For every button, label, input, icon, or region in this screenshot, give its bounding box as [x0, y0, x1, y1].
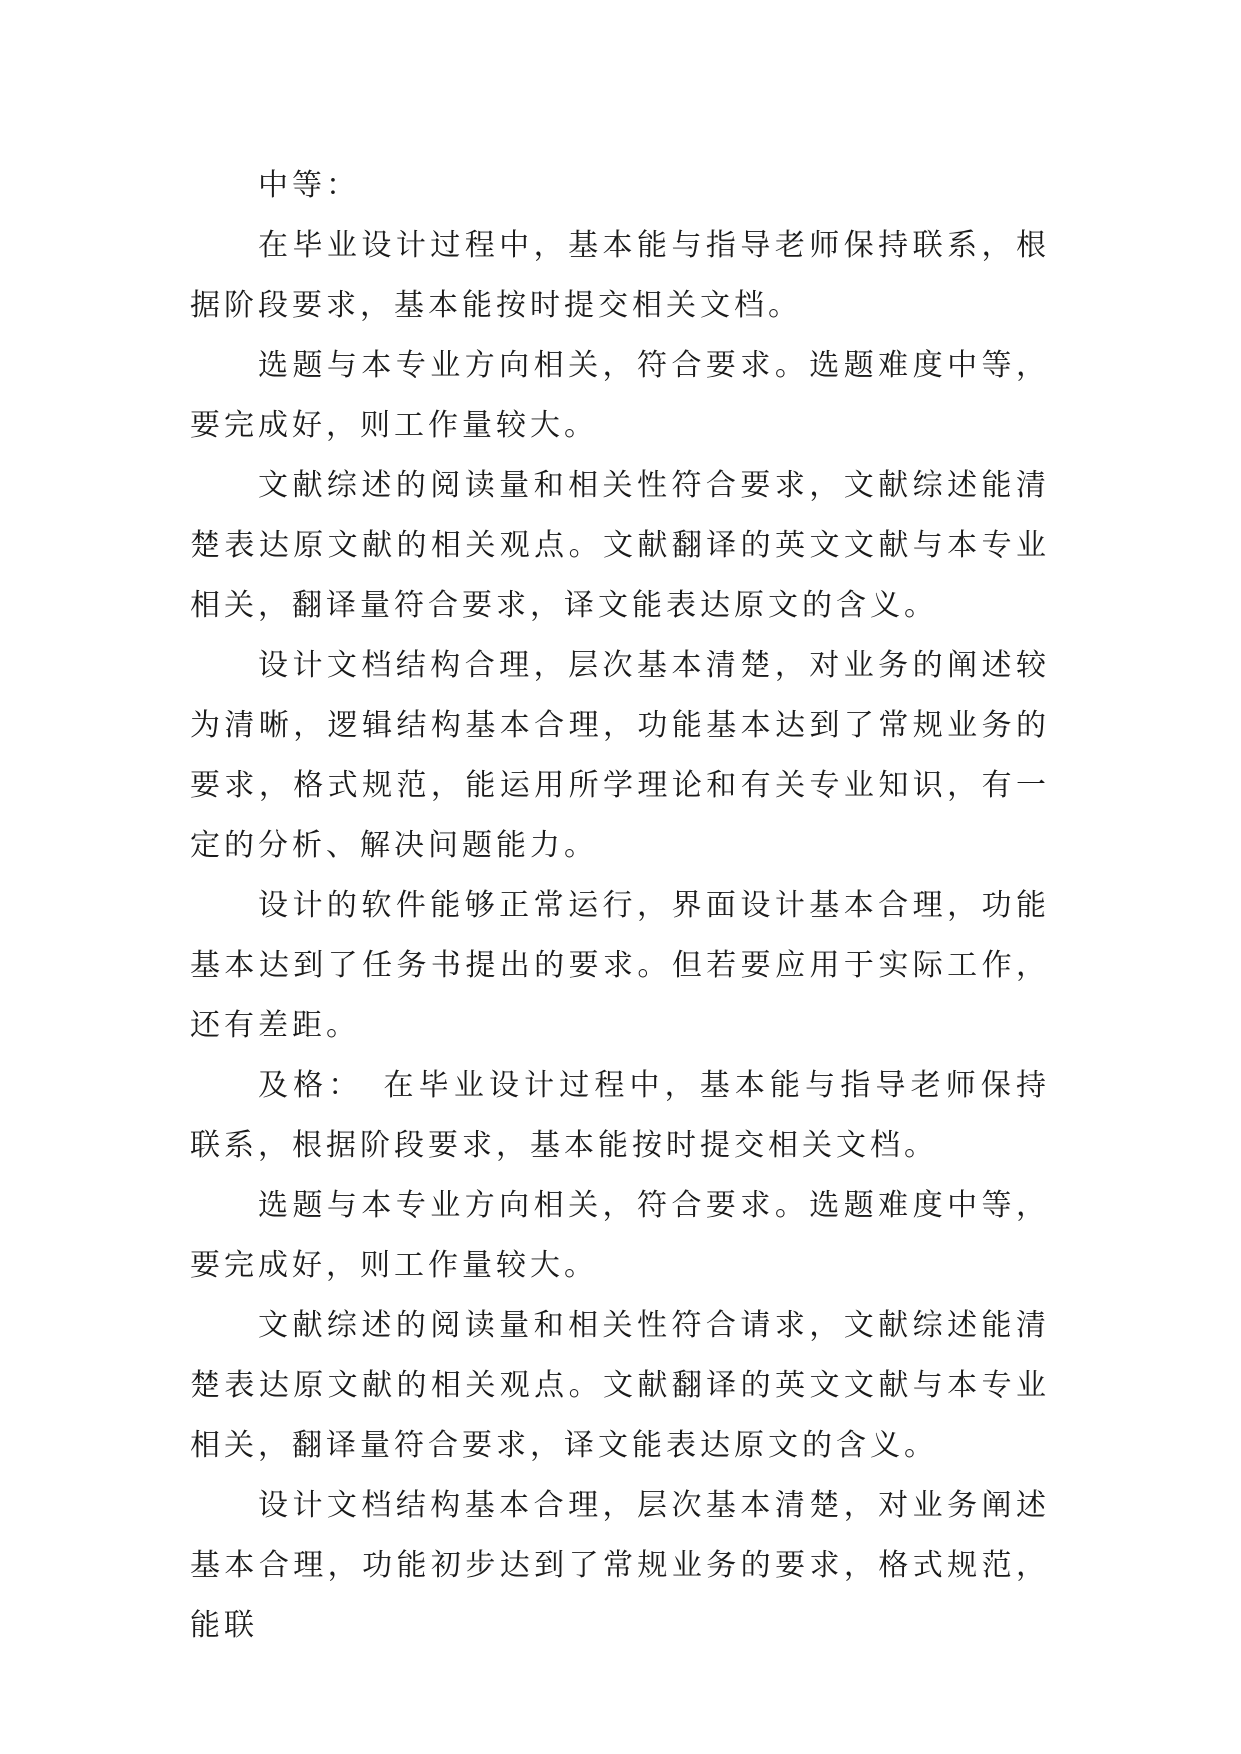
paragraph-grade-medium: 中等：: [258, 168, 360, 203]
paragraph: 文献综述的阅读量和相关性符合请求，文献综述能清楚表达原文献的相关观点。文献翻译的英文文献与本专业相关，翻译量符合要求，译文能表达原文的含义。: [190, 1308, 1050, 1463]
paragraph: 设计文档结构合理，层次基本清楚，对业务的阐述较为清晰，逻辑结构基本合理，功能基本达到了常规业务的要求，格式规范，能运用所学理论和有关专业知识，有一定的分析、解决问题能力。: [190, 648, 1050, 863]
paragraph: 在毕业设计过程中，基本能与指导老师保持联系，根据阶段要求，基本能按时提交相关文档。: [190, 228, 1050, 323]
paragraph: 设计文档结构基本合理，层次基本清楚，对业务阐述基本合理，功能初步达到了常规业务的要求，格式规范，能联: [190, 1488, 1050, 1643]
paragraph: 文献综述的阅读量和相关性符合要求，文献综述能清楚表达原文献的相关观点。文献翻译的英文文献与本专业相关，翻译量符合要求，译文能表达原文的含义。: [190, 468, 1050, 623]
document-body: [190, 156, 1050, 1656]
paragraph: 选题与本专业方向相关，符合要求。选题难度中等，要完成好，则工作量较大。: [190, 348, 1050, 443]
paragraph-grade-pass: 及格： 在毕业设计过程中，基本能与指导老师保持联系，根据阶段要求，基本能按时提交相关文档。: [190, 1068, 1050, 1163]
paragraph: 设计的软件能够正常运行，界面设计基本合理，功能基本达到了任务书提出的要求。但若要应用于实际工作，还有差距。: [190, 888, 1050, 1043]
paragraph: 选题与本专业方向相关，符合要求。选题难度中等，要完成好，则工作量较大。: [190, 1188, 1050, 1283]
